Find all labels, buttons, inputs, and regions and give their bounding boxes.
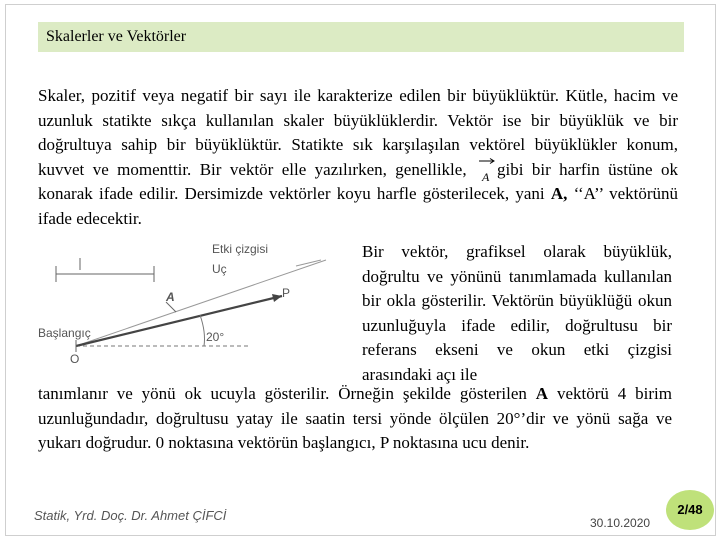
angle-arc (200, 315, 205, 346)
label-p: P (282, 286, 291, 300)
line-of-action (76, 260, 326, 346)
vector-a-letter: A (482, 169, 490, 184)
paragraph-2: Bir vektör, grafiksel olarak büyüklük, doğrultu ve yönünü tanımlamada kullanılan bir okla gösterilir. Vektörün büyüklüğü okun uzunluğuyla ifade edilir, doğrultusu bir referans ekseni ve okun etki çizgisi arasındaki açı ile (362, 242, 672, 384)
label-o: O (70, 352, 80, 366)
vector-diagram (36, 240, 356, 376)
footer-date: 30.10.2020 (590, 516, 651, 530)
bold-letter-a: A, (550, 184, 568, 203)
vector-a-arrow (76, 296, 282, 346)
vector-diagram-svg (36, 240, 356, 376)
page-number-badge: 2/48 (666, 490, 714, 530)
label-etki-cizgisi: Etki çizgisi (212, 242, 269, 256)
label-uc: Uç (212, 262, 227, 276)
paragraph-3-part-b: vektörü 4 birim uzunluğundadır, doğrultusu yatay ile saatin tersi yönde ölçülen 20°’dir ve yönü sağa ve yukarı doğrudur. 0 noktasına vektörün başlangıcı, P noktasına ucu denir. (38, 384, 672, 452)
paragraph-1 (38, 84, 678, 231)
paragraph-1-part-b: gibi bir harfin üstüne ok konarak ifade edilir. Dersimizde vektörler koyu harfle gösterilecek, yani (38, 159, 678, 203)
paragraph-3-part-a: tanımlanır ve yönü ok ucuyla gösterilir. Örneğin şekilde gösterilen (38, 384, 527, 403)
paragraph-1-part-a: Skaler, pozitif veya negatif bir sayı ile karakterize edilen bir büyüklüktür. Kütle, hacim ve uzunluk statikte sıkça kullanılan skaler büyüklüklerdir. Vektör ise bir büyüklük ve bir doğrultuya sahip bir büyüklüktür. Statikte sık karşılaşılan vektörel büyüklükler konum, kuvvet ve momenttir. Bir vektör elle yazılırken, genellikle, (38, 86, 678, 179)
label-angle: 20° (206, 330, 225, 344)
slide-title: Skalerler ve Vektörler (38, 22, 684, 52)
label-a: A (166, 290, 175, 304)
paragraph-3 (38, 382, 672, 456)
footer-author: Statik, Yrd. Doç. Dr. Ahmet ÇİFCİ (34, 508, 227, 523)
bold-vector-a: A (535, 384, 549, 403)
paragraph-1-part-c: ‘‘A’’ vektörünü ifade edecektir. (38, 184, 679, 228)
label-baslangic: Başlangıç (38, 326, 91, 340)
vector-a-symbol (475, 161, 497, 184)
